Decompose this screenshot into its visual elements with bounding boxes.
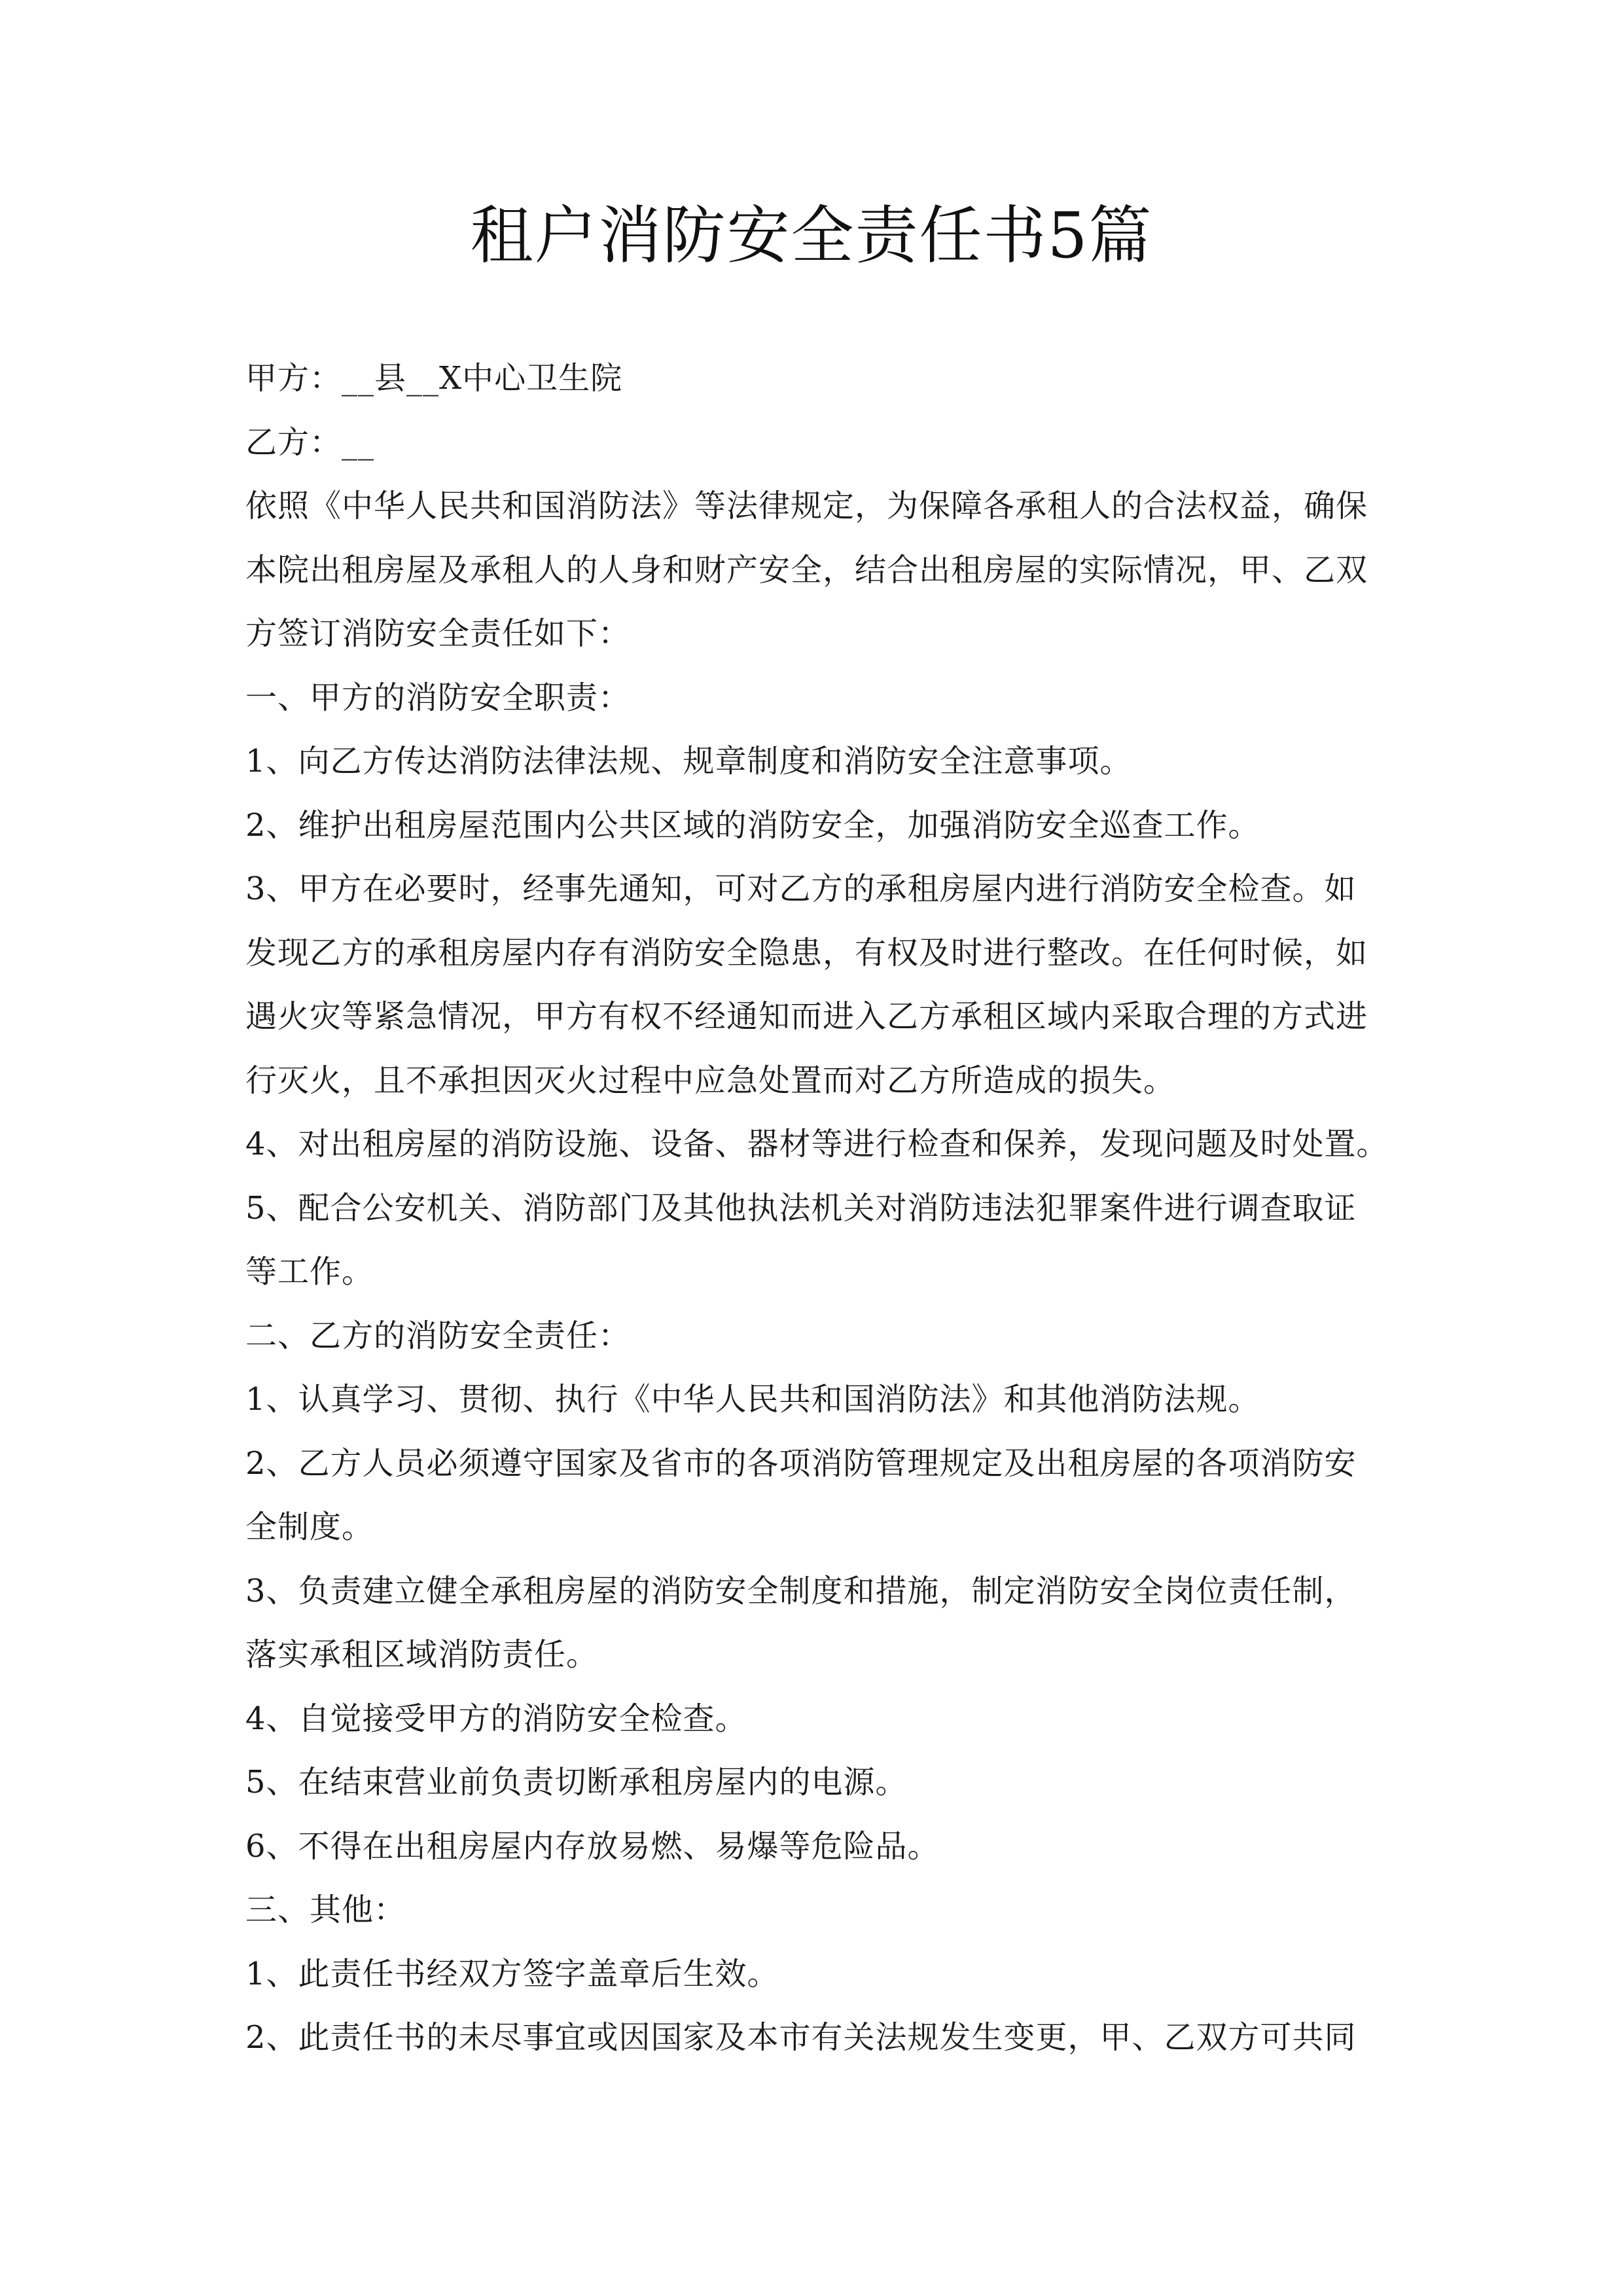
section-heading-party-b: 二、乙方的消防安全责任： bbox=[245, 1317, 631, 1354]
clause-line: 2、维护出租房屋范围内公共区域的消防安全，加强消防安全巡查工作。 bbox=[245, 806, 1260, 844]
clause-line: 1、向乙方传达消防法律法规、规章制度和消防安全注意事项。 bbox=[245, 743, 1132, 780]
preamble-line: 方签订消防安全责任如下： bbox=[245, 615, 631, 652]
clause-line: 5、在结束营业前负责切断承租房屋内的电源。 bbox=[245, 1764, 908, 1801]
document-title: 租户消防安全责任书5篇 bbox=[470, 199, 1153, 272]
clause-line: 4、自觉接受甲方的消防安全检查。 bbox=[245, 1700, 747, 1737]
clause-line: 3、甲方在必要时，经事先通知，可对乙方的承租房屋内进行消防安全检查。如 bbox=[245, 870, 1357, 907]
clause-line: 3、负责建立健全承租房屋的消防安全制度和措施，制定消防安全岗位责任制， bbox=[245, 1572, 1357, 1609]
clause-line: 2、乙方人员必须遵守国家及省市的各项消防管理规定及出租房屋的各项消防安 bbox=[245, 1444, 1357, 1482]
party-a-line: 甲方：__县__X中心卫生院 bbox=[245, 360, 623, 397]
section-heading-party-a: 一、甲方的消防安全职责： bbox=[245, 679, 631, 716]
clause-line: 行灭火，且不承担因灭火过程中应急处置而对乙方所造成的损失。 bbox=[245, 1062, 1176, 1099]
document-body bbox=[245, 347, 1397, 2070]
clause-line: 1、认真学习、贯彻、执行《中华人民共和国消防法》和其他消防法规。 bbox=[245, 1381, 1260, 1418]
clause-line: 等工作。 bbox=[245, 1253, 374, 1290]
clause-line: 遇火灾等紧急情况，甲方有权不经通知而进入乙方承租区域内采取合理的方式进 bbox=[245, 998, 1368, 1035]
clause-line: 落实承租区域消防责任。 bbox=[245, 1636, 599, 1673]
clause-line: 5、配合公安机关、消防部门及其他执法机关对消防违法犯罪案件进行调查取证 bbox=[245, 1189, 1357, 1227]
clause-line: 发现乙方的承租房屋内存有消防安全隐患，有权及时进行整改。在任何时候，如 bbox=[245, 934, 1368, 971]
preamble-line: 依照《中华人民共和国消防法》等法律规定，为保障各承租人的合法权益，确保 bbox=[245, 488, 1368, 524]
clause-line: 6、不得在出租房屋内存放易燃、易爆等危险品。 bbox=[245, 1827, 940, 1865]
preamble-line: 本院出租房屋及承租人的人身和财产安全，结合出租房屋的实际情况，甲、乙双 bbox=[245, 551, 1368, 588]
clause-line: 全制度。 bbox=[245, 1509, 374, 1545]
section-heading-other: 三、其他： bbox=[245, 1892, 406, 1928]
clause-line: 4、对出租房屋的消防设施、设备、器材等进行检查和保养，发现问题及时处置。 bbox=[245, 1126, 1389, 1162]
clause-line: 2、此责任书的未尽事宜或因国家及本市有关法规发生变更，甲、乙双方可共同 bbox=[245, 2019, 1357, 2056]
party-b-line: 乙方：__ bbox=[245, 423, 375, 461]
clause-line: 1、此责任书经双方签字盖章后生效。 bbox=[245, 1955, 779, 1992]
